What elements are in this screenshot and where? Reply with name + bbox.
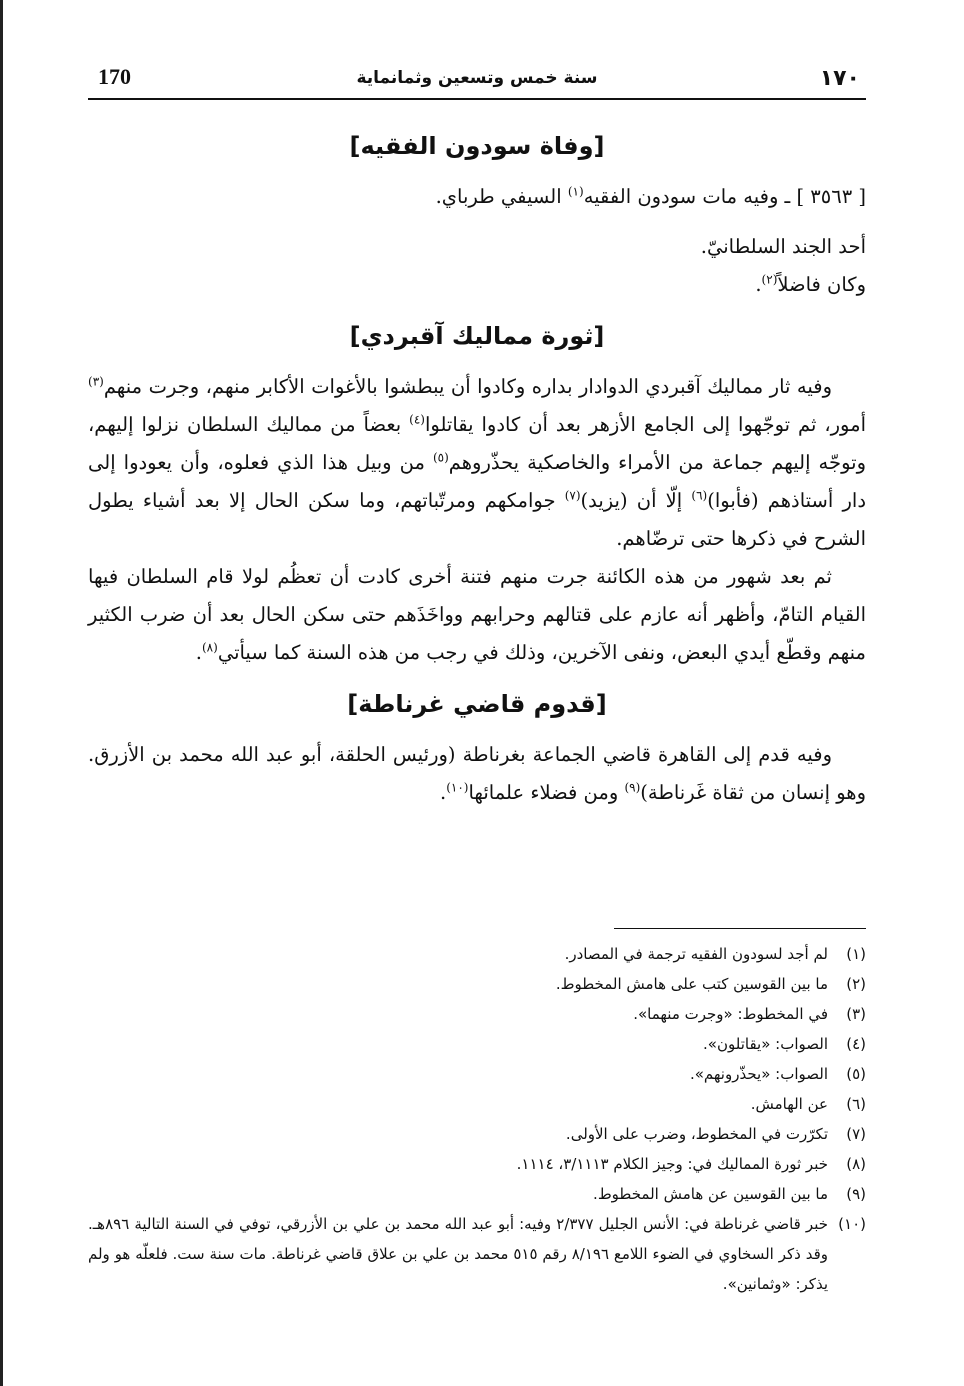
footnote-5 [88,1059,866,1089]
footnote-number: (٥) [846,1065,866,1083]
main-text [88,126,866,812]
running-header [88,58,866,100]
text-run: أمور، ثم توجّهوا إلى الجامع الأزهر بعد أن كادوا يقاتلوا [424,413,866,436]
page-number-arabic: ١٧٠ [819,66,860,91]
footnote-10 [88,1209,866,1299]
footnote-text: في المخطوط: «وجرت منهما». [633,1005,828,1023]
footnote-text: الصواب: «يقاتلون». [703,1035,828,1053]
footnote-3 [88,999,866,1029]
footnote-text: الصواب: «يحذّرونهم». [689,1065,828,1083]
entry-line-2: أحد الجند السلطانيّ. [700,235,866,258]
footnote-ref-8[interactable]: (٨) [201,640,218,655]
page-number-latin: 170 [98,64,131,89]
footnote-ref-1[interactable]: (١) [567,184,584,199]
footnote-text: خبر ثورة المماليك في: وجيز الكلام ٣/١١١٣، ١١١٤. [516,1155,828,1173]
footnote-number: (٢) [846,975,866,993]
footnote-ref-7[interactable]: (٧) [564,488,581,503]
footnote-ref-5[interactable]: (٥) [432,450,449,465]
footnote-number: (١) [846,945,866,963]
text-run: جوامكهم ومرتّباتهم، وما سكن الحال إلا بعد أشياء يطول الشرح في ذكرها حتى ترضّاهم. [88,489,866,550]
footnote-ref-4[interactable]: (٤) [409,412,425,427]
footnote-7 [88,1119,866,1149]
text-run: إلّا أن (يزيد) [580,489,692,512]
text-run: وفيه قدم إلى القاهرة قاضي الجماعة بغرناطة (ورئيس الحلقة، أبو عبد الله محمد بن الأزرق. وهو إنسان من ثقاة غَرناطة) [88,743,866,804]
footnote-text: لم أجد لسودون الفقيه ترجمة في المصادر. [564,945,828,963]
text-run: . [755,273,762,296]
footnotes [88,928,866,1299]
text-run: وكان فاضلاً [777,273,866,296]
footnote-2 [88,969,866,999]
book-page [88,58,866,1348]
footnote-number: (٨) [846,1155,866,1173]
footnote-ref-10[interactable]: (١٠) [446,780,469,795]
footnote-text: خبر قاضي غرناطة في: الأنس الجليل ٢/٣٧٧ وفيه: أبو عبد الله محمد بن علي بن الأزرقي، توفي في السنة التالية ٨٩٦هـ. وقد ذكر السخاوي في الضوء اللامع ٨/١٩٦ رقم ٥١٥ محمد بن علي بن علاق قاضي غرناطة. مات سنة ست. فلعلّه هو ولم يذكر: «وثمانين». [88,1215,829,1293]
text-run: . [195,641,202,664]
page-edge-rule [0,0,3,1386]
section-heading-granada: [قدوم قاضي غرناطة] [347,690,607,718]
footnote-text: عن الهامش. [750,1095,828,1113]
text-run: السيفي طرباي. [435,185,568,208]
footnote-number: (٦) [846,1095,866,1113]
section-heading-sudun: [وفاة سودون الفقيه] [349,132,605,160]
footnote-ref-9[interactable]: (٩) [624,780,641,795]
footnote-text: تكرّرت في المخطوط، وضرب على الأولى. [565,1125,828,1143]
text-run: وفيه ثار مماليك آقبردي الدوادار بداره وكادوا أن يبطشوا بالأغوات الأكابر منهم، وجرت منهم [103,375,832,398]
footnote-number: (٧) [846,1125,866,1143]
footnote-number: (٤) [846,1035,866,1053]
text-run: بعضاً من مماليك السلطان نزلوا إليهم، وتوجّه إليهم جماعة من الأمراء والخاصكية يحذّروهم [88,413,866,474]
footnote-8 [88,1149,866,1179]
footnote-ref-3[interactable]: (٣) [88,374,104,389]
footnote-9 [88,1179,866,1209]
paragraph-revolt [88,368,866,558]
paragraph-granada-judge [88,736,866,812]
footnote-text: ما بين القوسين عن هامش المخطوط. [593,1185,828,1203]
text-run: . [439,781,447,804]
footnote-number: (٩) [846,1185,866,1203]
text-run: ومن فضلاء علمائها [468,781,625,804]
footnote-1 [88,939,866,969]
text-run: [ ٣٥٦٣ ] ـ وفيه مات سودون الفقيه [583,185,866,208]
running-title: سنة خمس وتسعين وثمانماية [356,68,598,88]
footnote-4 [88,1029,866,1059]
text-run: ثم بعد شهور من هذه الكائنة جرت منهم فتنة أخرى كادت أن تعظُم لولا قام السلطان فيها القيام التامّ، وأظهر أنه عازم على قتالهم وحرابهم وواخَذَهم حتى سكن الحال بعد أن ضرب الكثير منهم وقطّع أيدي البعض، ونفى الآخرين، وذلك في رجب من هذه السنة كما سيأتي [88,565,866,664]
paragraph-second-fitna [88,558,866,672]
footnote-number: (٣) [846,1005,866,1023]
entry-line-3563 [88,178,866,216]
section-heading-aqbardi: [ثورة مماليك آقبردي] [349,322,605,350]
footnote-ref-6[interactable]: (٦) [691,488,708,503]
footnote-text: ما بين القوسين كتب على هامش المخطوط. [555,975,828,993]
footnote-ref-2[interactable]: (٢) [761,272,778,287]
footnote-separator [614,928,866,929]
entry-line-3 [88,266,866,304]
text-run: من وبيل هذا الذي فعلوه، وأن يعودوا إلى دار أستاذهم (فأبوا) [88,451,867,512]
footnote-number: (١٠) [838,1215,866,1233]
footnote-6 [88,1089,866,1119]
